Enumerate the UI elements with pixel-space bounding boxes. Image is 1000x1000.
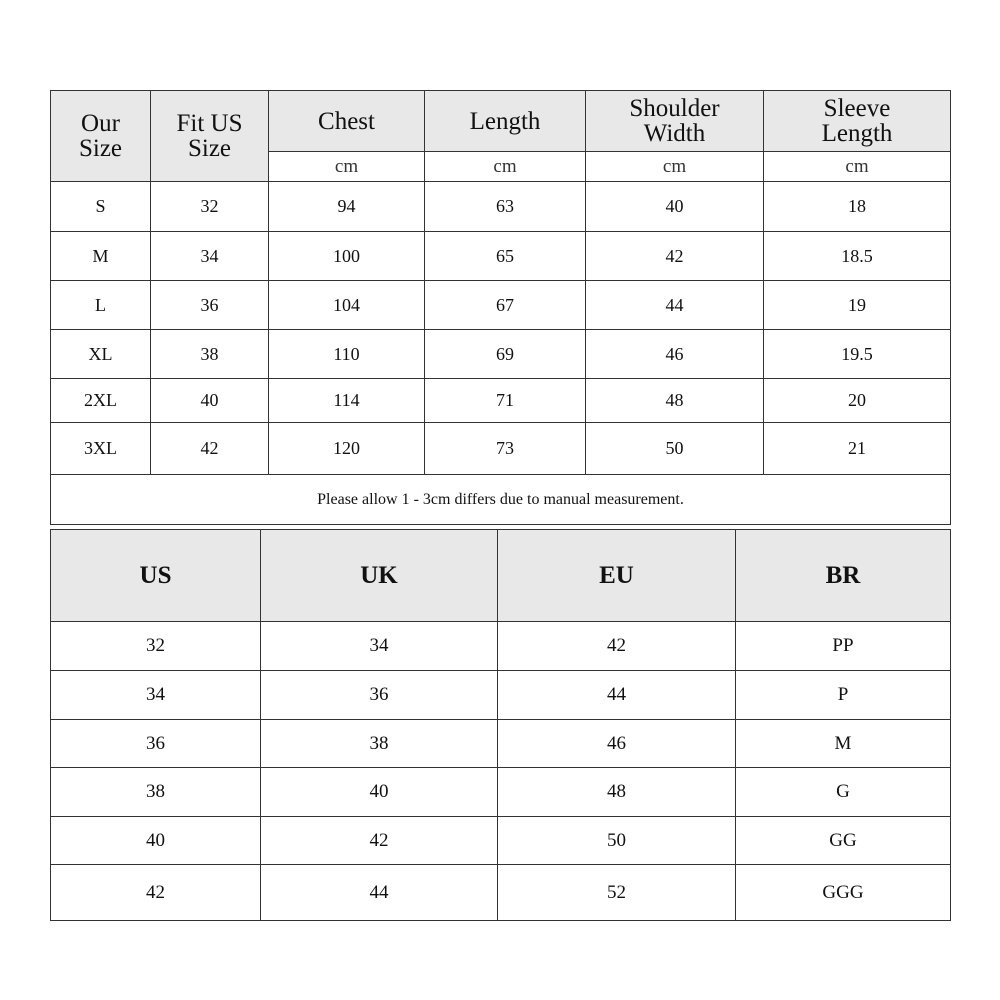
fit-us-cell: 34 [151,232,269,281]
size-conversion-table [50,529,951,921]
our-size-cell: L [51,281,151,330]
sleeve-cell: 19.5 [764,330,951,379]
shoulder-cell: 48 [586,379,764,423]
us-cell: 40 [51,817,261,865]
br-cell: P [736,671,951,720]
length-cell: 65 [425,232,586,281]
header-chest: Chest [269,91,425,152]
sleeve-cell: 18.5 [764,232,951,281]
shoulder-cell: 50 [586,423,764,475]
chest-cell: 114 [269,379,425,423]
table-row [51,817,951,865]
shoulder-cell: 42 [586,232,764,281]
our-size-cell: S [51,182,151,232]
chest-cell: 100 [269,232,425,281]
us-cell: 38 [51,768,261,817]
uk-cell: 44 [261,865,498,921]
chest-cell: 120 [269,423,425,475]
table-row [51,671,951,720]
table-row [51,330,951,379]
eu-cell: 44 [498,671,736,720]
br-cell: G [736,768,951,817]
shoulder-cell: 44 [586,281,764,330]
table-row [51,865,951,921]
header-br: BR [736,530,951,622]
uk-cell: 40 [261,768,498,817]
uk-cell: 36 [261,671,498,720]
shoulder-cell: 46 [586,330,764,379]
unit-length: cm [425,152,586,182]
chest-cell: 110 [269,330,425,379]
uk-cell: 42 [261,817,498,865]
header-fit-us-size: Fit US Size [151,91,269,182]
our-size-cell: 2XL [51,379,151,423]
length-cell: 69 [425,330,586,379]
unit-shoulder-width: cm [586,152,764,182]
length-cell: 71 [425,379,586,423]
table-row [51,622,951,671]
header-us: US [51,530,261,622]
us-cell: 34 [51,671,261,720]
length-cell: 63 [425,182,586,232]
table-row [51,720,951,768]
our-size-cell: 3XL [51,423,151,475]
fit-us-cell: 38 [151,330,269,379]
sleeve-cell: 18 [764,182,951,232]
unit-sleeve-length: cm [764,152,951,182]
header-uk: UK [261,530,498,622]
br-cell: PP [736,622,951,671]
eu-cell: 48 [498,768,736,817]
our-size-cell: XL [51,330,151,379]
br-cell: GGG [736,865,951,921]
us-cell: 42 [51,865,261,921]
sleeve-cell: 20 [764,379,951,423]
table-row [51,423,951,475]
sleeve-cell: 19 [764,281,951,330]
size-chart-table [50,90,951,525]
table-row [51,182,951,232]
length-cell: 67 [425,281,586,330]
fit-us-cell: 40 [151,379,269,423]
chest-cell: 94 [269,182,425,232]
eu-cell: 52 [498,865,736,921]
br-cell: M [736,720,951,768]
header-our-size: Our Size [51,91,151,182]
length-cell: 73 [425,423,586,475]
header-sleeve-length: Sleeve Length [764,91,951,152]
header-eu: EU [498,530,736,622]
sleeve-cell: 21 [764,423,951,475]
chest-cell: 104 [269,281,425,330]
br-cell: GG [736,817,951,865]
eu-cell: 50 [498,817,736,865]
unit-chest: cm [269,152,425,182]
fit-us-cell: 42 [151,423,269,475]
fit-us-cell: 32 [151,182,269,232]
table-row [51,281,951,330]
eu-cell: 42 [498,622,736,671]
fit-us-cell: 36 [151,281,269,330]
header-shoulder-width: Shoulder Width [586,91,764,152]
table-row [51,232,951,281]
us-cell: 36 [51,720,261,768]
us-cell: 32 [51,622,261,671]
table-row [51,379,951,423]
header-length: Length [425,91,586,152]
uk-cell: 34 [261,622,498,671]
eu-cell: 46 [498,720,736,768]
shoulder-cell: 40 [586,182,764,232]
our-size-cell: M [51,232,151,281]
measurement-note: Please allow 1 - 3cm differs due to manual measurement. [51,475,951,525]
uk-cell: 38 [261,720,498,768]
table-row [51,768,951,817]
